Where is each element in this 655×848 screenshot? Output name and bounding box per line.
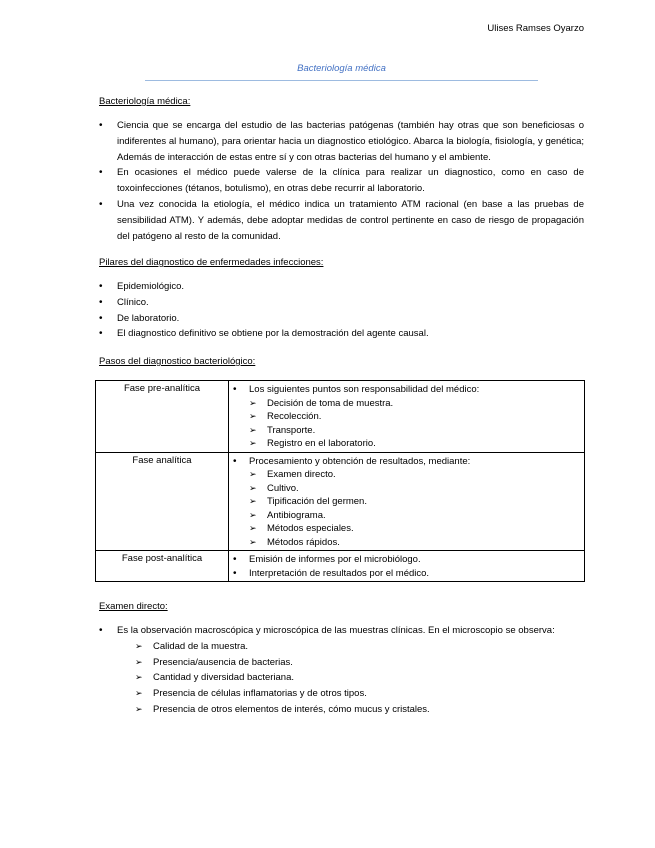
bullet-list xyxy=(99,279,584,342)
section-pilares xyxy=(99,257,584,342)
table-row xyxy=(96,381,585,453)
list-item: • El diagnostico definitivo se obtiene por la demostración del agente causal. xyxy=(99,326,584,342)
list-item: • Clínico. xyxy=(99,295,584,311)
sub-list xyxy=(135,639,584,718)
section-bacteriologia xyxy=(99,96,584,244)
detail-cell xyxy=(229,381,585,453)
section-pasos xyxy=(99,356,584,367)
phase-cell: Fase post-analítica xyxy=(96,551,229,582)
diagnostic-steps-table xyxy=(95,380,585,582)
list-item: • Procesamiento y obtención de resultados, mediante: xyxy=(233,455,580,469)
author-name: Ulises Ramses Oyarzo xyxy=(487,23,584,34)
list-item: • Ciencia que se encarga del estudio de las bacterias patógenas (también hay otras que son beneficiosas o indiferentes al humano), para orientar hacia un diagnostico etiológico. Abarca la biología, fisiología, y genética; Además de interacción de estas entre sí y con otras bacterias del humano y el ambiente. xyxy=(99,118,584,165)
list-item: • Emisión de informes por el microbiólogo. xyxy=(233,553,580,567)
list-item: • En ocasiones el médico puede valerse de la clínica para realizar un diagnostico, como en caso de toxoinfecciones (tétanos, botulismo), en otras debe recurrir al laboratorio. xyxy=(99,165,584,197)
list-item: • Interpretación de resultados por el médico. xyxy=(233,567,580,581)
sub-item: ➢ Métodos rápidos. xyxy=(249,536,580,550)
sub-item: ➢ Registro en el laboratorio. xyxy=(249,437,580,451)
phase-cell: Fase pre-analítica xyxy=(96,381,229,453)
sub-item: ➢ Métodos especiales. xyxy=(249,522,580,536)
section-heading: Examen directo: xyxy=(99,601,168,612)
sub-item: ➢ Antibiograma. xyxy=(249,509,580,523)
bullet-list xyxy=(99,118,584,244)
sub-item: ➢ Decisión de toma de muestra. xyxy=(249,397,580,411)
table-row xyxy=(96,551,585,582)
section-examen-directo xyxy=(99,601,584,718)
detail-cell xyxy=(229,551,585,582)
section-heading: Bacteriología médica: xyxy=(99,96,191,107)
sub-item: ➢ Cantidad y diversidad bacteriana. xyxy=(135,670,584,686)
sub-item: ➢ Presencia de otros elementos de interés, cómo mucus y cristales. xyxy=(135,702,584,718)
detail-cell xyxy=(229,452,585,551)
sub-item: ➢ Cultivo. xyxy=(249,482,580,496)
sub-item: ➢ Presencia de células inflamatorias y de otros tipos. xyxy=(135,686,584,702)
sub-item: ➢ Transporte. xyxy=(249,424,580,438)
list-item: • Epidemiológico. xyxy=(99,279,584,295)
section-heading: Pasos del diagnostico bacteriológico: xyxy=(99,356,256,367)
phase-cell: Fase analítica xyxy=(96,452,229,551)
table-row xyxy=(96,452,585,551)
list-item: • Los siguientes puntos son responsabilidad del médico: xyxy=(233,383,580,397)
document-header-title: Bacteriología médica xyxy=(145,63,538,81)
sub-item: ➢ Tipificación del germen. xyxy=(249,495,580,509)
bullet-list xyxy=(99,623,584,639)
sub-item: ➢ Examen directo. xyxy=(249,468,580,482)
list-item: • Es la observación macroscópica y microscópica de las muestras clínicas. En el microscopio se observa: xyxy=(99,623,584,639)
section-heading: Pilares del diagnostico de enfermedades infecciones: xyxy=(99,257,324,268)
sub-item: ➢ Presencia/ausencia de bacterias. xyxy=(135,655,584,671)
list-item: • De laboratorio. xyxy=(99,311,584,327)
sub-item: ➢ Recolección. xyxy=(249,410,580,424)
list-item: • Una vez conocida la etiología, el médico indica un tratamiento ATM racional (en base a las pruebas de sensibilidad ATM). Y además, debe adoptar medidas de control pertinente en caso de riesgo de propagación del patógeno al resto de la comunidad. xyxy=(99,197,584,244)
sub-item: ➢ Calidad de la muestra. xyxy=(135,639,584,655)
